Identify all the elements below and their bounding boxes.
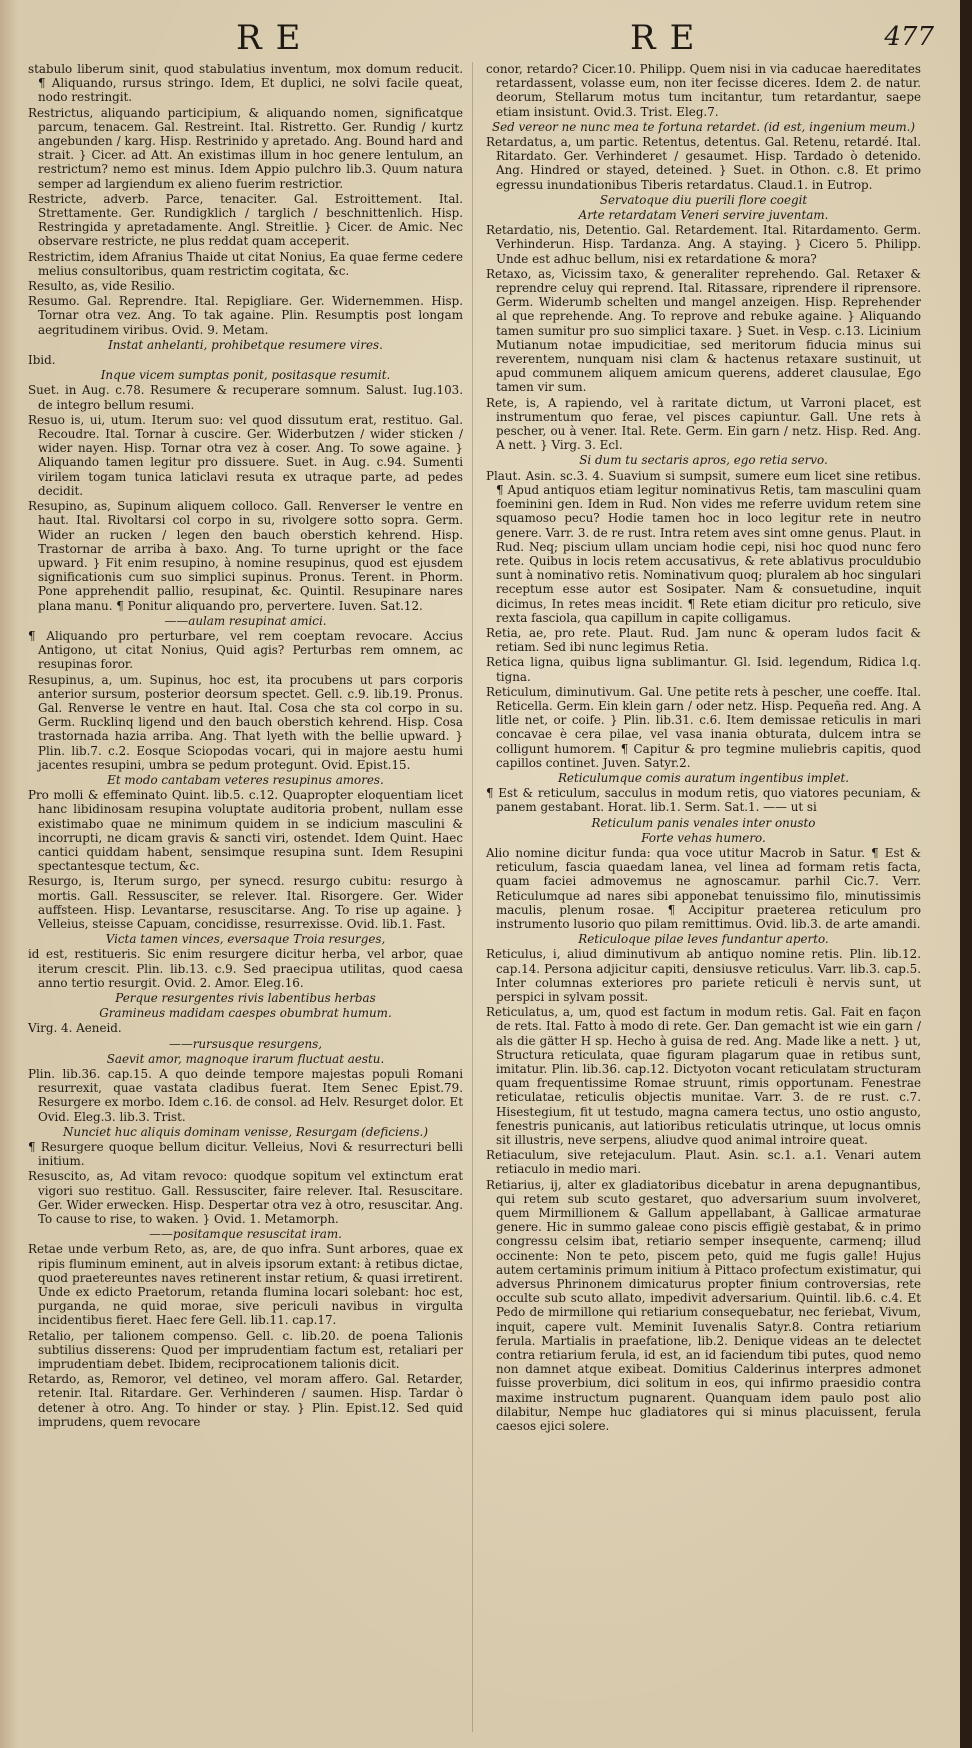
right-column-verse: Si dum tu sectaris apros, ego retia servo. [579,453,828,468]
right-column-entry: conor, retardo? Cicer.10. Philipp. Quem nisi in via caducae haereditates retardassent, volasse eum, non iter fecisse diceres. Idem 2. de natur. deorum, Stellarum motus tum incitantur, tum retardantur, saepe etiam insistunt. Ovid.3. Trist. Eleg.7. [486,62,921,119]
right-column-verse: Sed vereor ne nunc mea te fortuna retardet. (id est, ingenium meum.) [491,119,916,134]
right-column-entry: Reticulus, i, aliud diminutivum ab antiquo nomine retis. Plin. lib.12. cap.14. Persona adjicitur capiti, densiusve reticulus. Varr. lib.3. cap.5. Inter columnas exteriores pro pariete reticuli è nervis sunt, ut perspici in sylvam possit. [486,947,921,1004]
left-column-verse: Saevit amor, magnoque irarum fluctuat aestu. [106,1051,385,1066]
left-column-entry: Resurgo, is, Iterum surgo, per synecd. resurgo cubitu: resurgo à mortis. Gall. Ressusciter, se relever. Ital. Risorgere. Ger. Wider auffsteen. Hisp. Levantarse, resuscitarse. Ang. To rise up againe. } Velleius, steisse Capuam, concidisse, resurrexisse. Ovid. lib.1. Fast. [28,874,463,931]
right-column [486,62,921,1732]
left-column-entry: Retardo, as, Remoror, vel detineo, vel moram affero. Gal. Retarder, retenir. Ital. Ritardare. Ger. Verhinderen / saumen. Hisp. Tardar ò detener à otro. Ang. To hinder or stay. } Plin. Epist.12. Sed quid imprudens, quem revocare [28,1372,463,1429]
left-column-entry: id est, restitueris. Sic enim resurgere dicitur herba, vel arbor, quae iterum crescit. Plin. lib.13. c.9. Sed praecipua utilitas, quod caesa anno tertio resurgit. Ovid. 2. Amor. Eleg.16. [28,947,463,990]
left-column-entry: ¶ Aliquando pro perturbare, vel rem coeptam revocare. Accius Antigono, ut citat Nonius, Quid agis? Perturbas rem omnem, ac resupinas foror. [28,628,463,672]
left-column-entry: Suet. in Aug. c.78. Resumere & recuperare somnum. Salust. Iug.103. de integro bellum resumi. [28,383,463,412]
left-column-verse: Nunciet huc aliquis dominam venisse, Resurgam (deficiens.) [63,1124,428,1139]
right-column-entry: Retia, ae, pro rete. Plaut. Rud. Jam nunc & operam ludos facit & retiam. Sed ibi nunc legimus Retia. [486,625,921,655]
left-column-verse: ——positamque resuscitat iram. [149,1227,342,1242]
right-column-verse: Arte retardatam Veneri servire juventam. [578,208,829,223]
right-column-entry: Retica ligna, quibus ligna sublimantur. Gl. Isid. legendum, Ridica l.q. tigna. [486,655,921,684]
left-column-verse: Gramineus madidam caespes obumbrat humum. [99,1006,392,1021]
right-column-entry: Reticulum, diminutivum. Gal. Une petite rets à pescher, une coeffe. Ital. Reticella. Germ. Ein klein garn / oder netz. Hisp. Pequeña red. Ang. A litle net, or coife. } Plin. lib.31. c.6. Item demissae reticulis in mari concavae è cera pilae, vel vasa inania obturata, dulcem intra se colligunt humorem. ¶ Capitur & pro tegmine muliebris capitis, quod capillos continet. Juven. Satyr.2. [486,684,921,770]
right-column-entry: ¶ Est & reticulum, sacculus in modum retis, quo viatores pecuniam, & panem gestabant. Horat. lib.1. Serm. Sat.1. —— ut si [486,786,921,815]
column-divider [472,62,473,1732]
left-column-entry: Virg. 4. Aeneid. [28,1021,122,1036]
left-column-verse: ——rursusque resurgens, [168,1036,323,1051]
left-column-entry: Resulto, as, vide Resilio. [28,279,175,294]
left-column-verse: Instat anhelanti, prohibetque resumere vires. [108,337,383,352]
left-column-entry: Restrictus, aliquando participium, & aliquando nomen, significatque parcum, tenacem. Gal. Restreint. Ital. Ristretto. Ger. Rundig / kurtz angebunden / karg. Hisp. Restrinido y apretado. Ang. Bound hard and strait. } Cicer. ad Att. An existimas illum in hoc genere lentulum, an restrictum? nemo est minus. Idem Appio pulchro lib.3. Quum natura semper ad largiendum ex alieno fuerim restrictior. [28,105,463,191]
running-head-right: RE [630,18,709,58]
page-number: 477 [884,22,934,52]
right-column-entry: Alio nomine dicitur funda: qua voce utitur Macrob in Satur. ¶ Est & reticulum, fascia quaedam lanea, vel linea ad formam retis facta, quam faciei admovemus ne agnoscamur. parhil Cic.7. Verr. Reticulumque ad nares sibi apponebat tenuissimo filo, minutissimis maculis, plenum rosae. ¶ Accipitur praeterea reticulum pro instrumento lusorio quo pilam remittimus. Ovid. lib.3. de arte amandi. [486,845,921,931]
left-column-verse: Victa tamen vinces, eversaque Troia resurges, [105,932,386,947]
page-edge [960,0,972,1748]
right-column-verse: Reticuloque pilae leves fundantur aperto. [578,932,829,947]
left-column-entry: Retae unde verbum Reto, as, are, de quo infra. Sunt arbores, quae ex ripis fluminum eminent, aut in alveis ipsorum extant: à retibus dictae, quod praetereuntes naves retinerent instar retium, & quasi irretirent. Unde ex edicto Praetorum, retanda flumina locari solebant: hoc est, purganda, ne quid morae, sive periculi navibus in virgulta incidentibus fieret. Haec fere Gell. lib.11. cap.17. [28,1242,463,1328]
left-column-entry: Resuscito, as, Ad vitam revoco: quodque sopitum vel extinctum erat vigori suo restituo. Gall. Ressusciter, faire relever. Ital. Resuscitare. Ger. Wider erwecken. Hisp. Despertar otra vez à otro, resuscitar. Ang. To cause to rise, to waken. } Ovid. 1. Metamorph. [28,1169,463,1227]
left-column-entry: Restrictim, idem Afranius Thaide ut citat Nonius, Ea quae ferme cedere melius consultoribus, quam restrictim cogitata, &c. [28,249,463,278]
right-column-entry: Retaxo, as, Vicissim taxo, & generaliter reprehendo. Gal. Retaxer & reprendre celuy qui reprend. Ital. Ritassare, riprendere il riprensore. Germ. Widerumb schelten und mangel anzeigen. Hisp. Reprehender al que reprehende. Ang. To reprove and rebuke againe. } Aliquando tamen sumitur pro suo simplici taxare. } Suet. in Vesp. c.13. Licinium Mutianum notae impudicitiae, sed meritorum fiducia minus sui reverentem, nunquam nisi clam & hactenus retaxare sustinuit, ut apud communem aliquem amicum querens, adderet clausulae, Ego tamen vir sum. [486,266,921,395]
left-column-entry: Plin. lib.36. cap.15. A quo deinde tempore majestas populi Romani resurrexit, quae vastata cladibus fuerat. Item Senec Epist.79. Resurgere ex morbo. Idem c.16. de consol. ad Helv. Resurget dolor. Et Ovid. Eleg.3. lib.3. Trist. [28,1067,463,1124]
left-column-entry: stabulo liberum sinit, quod stabulatius inventum, mox domum reducit. ¶ Aliquando, rursus stringo. Idem, Et duplici, ne solvi facile queat, nodo restringit. [28,62,463,105]
right-column-verse: Reticulumque comis auratum ingentibus implet. [557,770,850,785]
left-column-entry: Resuo is, ui, utum. Iterum suo: vel quod dissutum erat, restituo. Gal. Recoudre. Ital. Tornar à cuscire. Ger. Widerbutzen / wider sticken / wider nayen. Hisp. Tornar otra vez à coser. Ang. To sowe againe. } Aliquando tamen legitur pro dissuere. Suet. in Aug. c.94. Sumenti virilem togam tunica laticlavi resuta ex utraque parte, ad pedes decidit. [28,412,463,498]
left-column-entry: Resupino, as, Supinum aliquem colloco. Gall. Renverser le ventre en haut. Ital. Rivoltarsi col corpo in su, rivolgere sotto sopra. Germ. Wider an rucken / legen den bauch oberstich kehrend. Hisp. Trastornar de arriba à baxo. Ang. To turne upright or the face upward. } Fit enim resupino, à nomine resupinus, quod est ejusdem significationis cum suo simplici supinus. Pronus. Terent. in Phorm. Pone apprehendit pallio, resupinat, &c. Quintil. Resupinare nares plana manu. ¶ Ponitur aliquando pro, pervertere. Iuven. Sat.12. [28,499,463,613]
right-column-entry: Retardatus, a, um partic. Retentus, detentus. Gal. Retenu, retardé. Ital. Ritardato. Ger. Verhinderet / gesaumet. Hisp. Tardado ò detenido. Ang. Hindred or stayed, deteined. } Suet. in Othon. c.8. Et primo egressu inundationibus Tiberis retardatus. Claud.1. in Eutrop. [486,135,921,192]
right-column-entry: Rete, is, A rapiendo, vel à raritate dictum, ut Varroni placet, est instrumentum quo ferae, vel pisces capiuntur. Gall. Une rets à pescher, ou à vener. Ital. Rete. Germ. Ein garn / netz. Hisp. Red. Ang. A nett. } Virg. 3. Ecl. [486,395,921,453]
right-column-entry: Retiaculum, sive retejaculum. Plaut. Asin. sc.1. a.1. Venari autem retiaculo in medio mari. [486,1148,921,1177]
right-column-verse: Servatoque diu puerili flore coegit [599,192,808,207]
right-column-entry: Retiarius, ij, alter ex gladiatoribus dicebatur in arena depugnantibus, qui retem sub scuto gestaret, quo adversarium suum involveret, quem Mirmillionem & Gallum appellabant, à Gallicae armaturae genere. Hic in summo galeae cono piscis effigiè gestabat, & in primo congressu celsim ibat, retiario semper insequente, carmenq; illud occinente: Non te peto, piscem peto, quid me fugis galle! Hujus autem certaminis primum initium à Pittaco profectum existimatur, qui adversus Phrinonem dimicaturus propter finium controversias, rete occulte sub scuto allato, impedivit adversarium. Quintil. lib.6. c.4. Et Pedo de mirmillone qui retiarium consequebatur, nec feriebat, Vivum, inquit, capere vult. Meminit Iuvenalis Satyr.8. Contra retiarium ferula. Martialis in praefatione, lib.2. Denique videas an te delectet contra retiarium ferula, id est, an id faciendum tibi putes, quod nemo non damnet atque exibeat. Domitius Calderinus interpres admonet fuisse proverbium, dici solitum in eos, qui infirmo praesidio contra maxime instructum pugnarent. Quanquam idem paulo post alio dilabitur, Nempe huc gladiatores qui si minus placuissent, ferula caesos ejici solere. [486,1177,921,1434]
left-column-entry: Resupinus, a, um. Supinus, hoc est, ita procubens ut pars corporis anterior sursum, posterior deorsum spectet. Gell. c.9. lib.19. Pronus. Gal. Renverse le ventre en haut. Ital. Cosa che sta col corpo in su. Germ. Rucklinq ligend und den bauch oberstich kehrend. Hisp. Cosa trastornada hazia arriba. Ang. That lyeth with the bellie upward. } Plin. lib.7. c.2. Eosque Sciopodas vocari, qui in majore aestu humi jacentes resupini, umbra se pedum protegunt. Ovid. Epist.15. [28,672,463,772]
right-column-entry: Reticulatus, a, um, quod est factum in modum retis. Gal. Fait en façon de rets. Ital. Fatto à modo di rete. Ger. Dan gemacht ist wie ein garn / als die gätter H sp. Hecho à guisa de red. Ang. Made like a nett. } ut, Structura reticulata, quae figuram plagarum quae in retibus sunt, imitatur. Plin. lib.36. cap.12. Dictyoton vocant reticulatam structuram quam frequentissime Romae struunt, rimis opportunam. Fenestrae reticulatae, reticulis objectis munitae. Varr. 3. de re rust. c.7. Hisestegium, fit ut testudo, magna camera tectus, uno ostio angusto, fenestris punicanis, aut latioribus reticulatis utrinque, ut locus omnis sit illustris, neve serpens, aliudve quod animal introire queat. [486,1005,921,1148]
left-column-entry: Resumo. Gal. Reprendre. Ital. Repigliare. Ger. Widernemmen. Hisp. Tornar otra vez. Ang. To tak againe. Plin. Resumptis post longam aegritudinem viribus. Ovid. 9. Metam. [28,294,463,337]
left-column-entry: Restricte, adverb. Parce, tenaciter. Gal. Estroittement. Ital. Strettamente. Ger. Rundigklich / targlich / beschnittenlich. Hisp. Restringida y apretadamente. Angl. Streitlie. } Cicer. de Amic. Nec observare restricte, ne plus reddat quam acceperit. [28,191,463,249]
left-column [28,62,463,1732]
left-column-entry: Retalio, per talionem compenso. Gell. c. lib.20. de poena Talionis subtilius disserens: Quod per imprudentiam factum est, retaliari per imprudentiam debet. Ibidem, reciprocationem talionis dicit. [28,1328,463,1372]
left-column-verse: Et modo cantabam veteres resupinus amores. [107,772,384,787]
left-column-entry: ¶ Resurgere quoque bellum dicitur. Velleius, Novi & resurrecturi belli initium. [28,1140,463,1169]
right-column-entry: Plaut. Asin. sc.3. 4. Suavium si sumpsit, sumere eum licet sine retibus. ¶ Apud antiquos etiam legitur nominativus Retis, tam masculini quam foeminini gen. Idem in Rud. Non vides me referre uvidum retem sine squamoso pecu? Hodie tamen hoc in loco legitur rete in neutro genere. Varr. 3. de re rust. Intra retem aves sint omne genus. Plaut. in Rud. Neq; piscium ullam unciam hodie cepi, nisi hoc quod nunc fero rete. Quibus in locis retem accusativus, & rete ablativus proculdubio sunt à nominativo retis. Nominativum quoq; pluralem ab hoc singulari receptum esse autor est Sosipater. Nam & consuetudine, inquit dicimus, In retes meas incidit. ¶ Rete etiam dicitur pro reticulo, sive rexta fasciola, qua capillum in capite colligamus. [486,468,921,625]
running-head-left: RE [236,18,315,58]
left-column-verse: Perque resurgentes rivis labentibus herbas [115,991,376,1005]
left-column-verse: ——aulam resupinat amici. [164,613,327,628]
right-column-entry: Retardatio, nis, Detentio. Gal. Retardement. Ital. Ritardamento. Germ. Verhinderun. Hisp. Tardanza. Ang. A staying. } Cicero 5. Philipp. Unde est adhuc bellum, nisi ex retardatione & mora? [486,223,921,266]
right-column-verse: Forte vehas humero. [641,830,766,845]
left-column-verse: Inque vicem sumptas ponit, positasque resumit. [100,368,391,383]
left-column-entry: Pro molli & effeminato Quint. lib.5. c.12. Quapropter eloquentiam licet hanc libidinosam resupina voluptate auditoria probent, nullam esse existimabo quae ne minimum quidem in se indicium masculini & incorrupti, ne dicam gravis & sancti viri, ostendet. Idem Quint. Haec cantici quiddam habent, sensimque resupina sunt. Idem Resupini spectantesque tectum, &c. [28,788,463,874]
right-column-verse: Reticulum panis venales inter onusto [591,815,816,830]
left-column-entry: Ibid. [28,353,56,368]
